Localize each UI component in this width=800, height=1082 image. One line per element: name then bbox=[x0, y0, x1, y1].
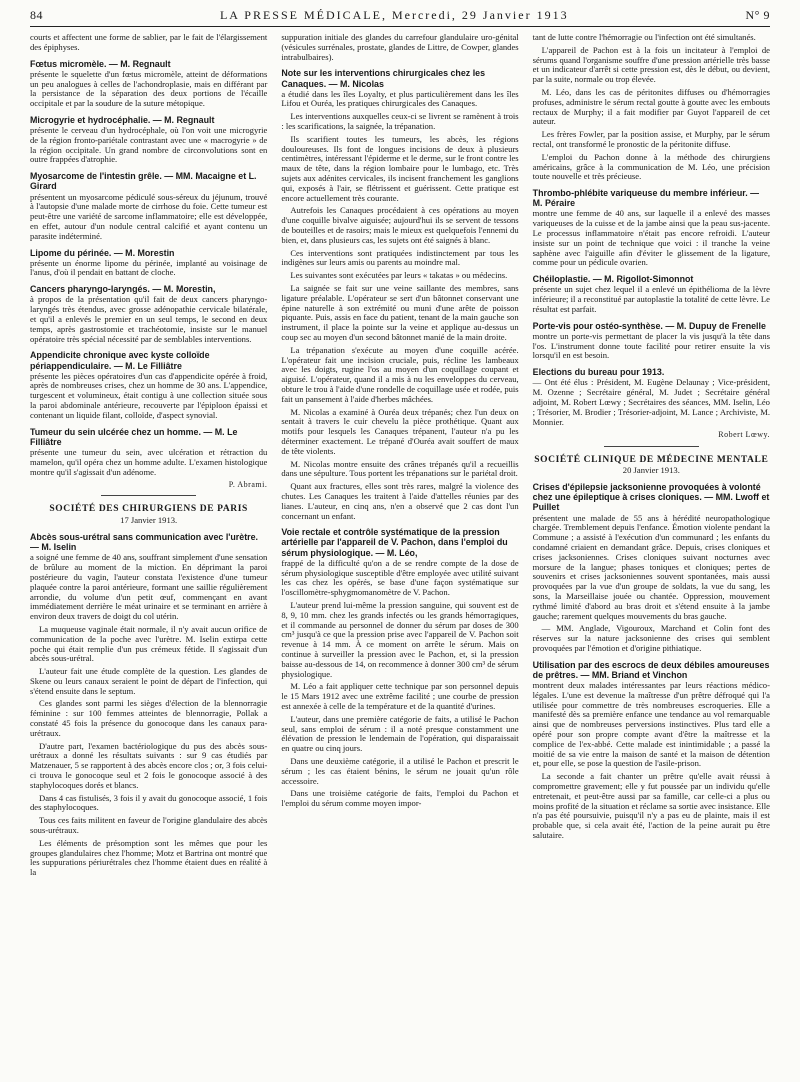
paragraph: courts et affectent une forme de sablier, par le fait de l'élargissement des épiphyses. bbox=[30, 33, 268, 52]
item-text: présente le cerveau d'un hydrocéphale, où l'on voit une microgyrie de la région fronto-pariétale contrastant avec une « macrogyrie » de la région occipitale. Un grand nombre de circonvolutions sont en outre frappées d'atrophie. bbox=[30, 125, 268, 165]
paragraph: Les suivantes sont exécutées par leurs « takatas » ou médecins. bbox=[290, 270, 508, 281]
item-title: Abcès sous-urétral sans communication avec l'urètre. — M. Iselin bbox=[30, 532, 259, 553]
divider bbox=[101, 495, 196, 496]
item-text: présente un énorme lipome du périnée, implanté au voisinage de l'anus, d'où il pendait en battant de cloche. bbox=[30, 257, 268, 278]
item-title: Crises d'épilepsie jacksonienne provoquées à volonté chez une épileptique à crises cloniques. — MM. Lwoff et Puillet bbox=[532, 482, 770, 513]
item-body bbox=[533, 33, 770, 182]
paragraph: Les éléments de présomption sont les mêmes que pour les groupes glandulaires chez l'homme; Motz et Bartrina ont montré que les suppurations périurétrales chez l'homme étaient dues en réalité à la bbox=[30, 837, 268, 878]
paragraph: D'autre part, l'examen bactériologique du pus des abcès sous-urétraux a donné les résultats suivants : sur 9 cas étudiés par Matzenauer, 5 se rapportent à des abcès encore clos ; or, 3 fois celui-ci trouva le gonocoque seul et 2 fois le gonocoque associé à des staphylocoques dorés et blancs. bbox=[30, 740, 268, 790]
journal-title: LA PRESSE MÉDICALE, Mercredi, 29 Janvier 1913 bbox=[219, 8, 569, 22]
paragraph: présentent une malade de 55 ans à hérédité neuropathologique chargée. Tremblement depuis l'enfance. Émotion violente pendant la Commune ; a assisté à l'exécution d'un communard ; les enfants du condamné criaient en demandant grâce. Depuis, crises cloniques et crises jacksoniennes. Crises cloniques suivant nocturnes avec morsure de la langue; phases toniques et cloniques; pertes de souvenirs et crises jacksoniennes souvent spontanées, mais aussi provoquées par la vue d'un groupe de soldats, la vue du sang, les sons, la Marseillaise jouée ou chantée. Oppression, mouvement rythmé limité d'abord au bras droit et s'étend ensuite à la jambe gauche; rarement quelques mouvements du bras gauche. bbox=[532, 512, 770, 621]
item-title: Microgyrie et hydrocéphalie. — M. Regnault bbox=[30, 114, 215, 125]
signature: P. Abrami. bbox=[228, 480, 268, 490]
item-title: Voie rectale et contrôle systématique de la pression artérielle par l'appareil de V. Pachon, dans l'emploi du sérum physiologique. — M. Léo, bbox=[281, 527, 508, 558]
paragraph: Autrefois les Canaques procédaient à ces opérations au moyen d'une coquille bivalve aiguisée; aujourd'hui ils se servent de tessons de bouteilles et de rasoirs; mais le mieux est quelquefois l'ennemi du bien, et, dans plusieurs cas, les sujets ont été saignés à blanc. bbox=[281, 205, 519, 245]
page-header bbox=[30, 8, 770, 27]
paragraph: L'auteur, dans une première catégorie de faits, a utilisé le Pachon seul, sans emploi de sérum : il a noté presque constamment une élévation de pression le lendemain de l'opération, qui disparaissait en quatre ou cinq jours. bbox=[281, 713, 519, 754]
paragraph: tant de lutte contre l'hémorragie ou l'infection ont été simultanés. bbox=[532, 33, 756, 42]
item-body bbox=[281, 90, 518, 522]
paragraph: M. Nicolas a examiné à Ouréa deux trépanés; chez l'un deux on sentait à travers le cuir chevelu la pièce prothétique. Quant aux motifs pour lesquels les Canaques trépanent, l'auteur n'a pu les déterminer exactement. Le trépané d'Ouréa avait souffert de maux de tête violents. bbox=[281, 406, 519, 456]
page-number: 84 bbox=[30, 8, 43, 22]
paragraph: Dans une troisième catégorie de faits, l'emploi du Pachon et l'emploi du sérum comme moyen impor- bbox=[281, 788, 519, 809]
item-body bbox=[281, 559, 518, 809]
item-text: présentent un myosarcome pédiculé sous-séreux du jéjunum, trouvé à l'autopsie d'une malade morte de cirrhose du foie. Cette tumeur est peut-être une variété de sarcome inflammatoire; elle est développée, en effet, autour d'un nodule central calcifié et ayant contenu un parasite indéterminé. bbox=[30, 191, 268, 241]
paragraph: La trépanation s'exécute au moyen d'une coquille acérée. L'opérateur fait une incision cruciale, puis, récline les lambeaux avec les doigts, rugine l'os au moyen d'un coquillage coupant et aiguisé. L'opérateur, quand il a mis à nu les enveloppes du cerveau, obture le trou à l'aide d'une rondelle de coquillage usée et rodée, puis fait un pansement à l'aide d'herbes mâchées. bbox=[281, 344, 519, 404]
paragraph: Dans 4 cas fistulisés, 3 fois il y avait du gonocoque associé, 1 fois des staphylocoques. bbox=[30, 792, 268, 813]
paragraph: La saignée se fait sur une veine saillante des membres, sans ligature préalable. L'opérateur se sert d'un bâtonnet conservant une épine naturelle à son extrémité ou muni d'une arête de poisson piquante. Puis, assis en face du patient, tenant de la main gauche son instrument, il place la pointe sur la veine et applique au-dessus un coup sec au moyen d'un second bâtonnet manié de la main droite. bbox=[281, 283, 519, 342]
item-body bbox=[281, 33, 518, 62]
item-title: Lipome du périnée. — M. Morestin bbox=[30, 247, 175, 258]
item-title: Elections du bureau pour 1913. bbox=[532, 367, 665, 378]
article-columns bbox=[30, 33, 770, 1073]
item-title: Cancers pharyngo-laryngés. — M. Morestin, bbox=[30, 284, 216, 295]
item-title: Note sur les interventions chirurgicales chez les Canaques. — M. Nicolas bbox=[281, 68, 486, 89]
paragraph: Ces interventions sont pratiquées indistinctement par tous les indigènes sur leurs amis ou parents au moindre mal. bbox=[281, 247, 519, 268]
item-title: Porte-vis pour ostéo-synthèse. — M. Dupuy de Frenelle bbox=[532, 320, 766, 331]
paragraph: M. Nicolas montre ensuite des crânes trépanés qu'il a recueillis dans une sépulture. Tous portent les trépanations sur le pariétal droit. bbox=[281, 458, 519, 479]
item-title: Tumeur du sein ulcérée chez un homme. — M. Le Filliâtre bbox=[30, 426, 238, 447]
paragraph: L'auteur fait une étude complète de la question. Les glandes de Skene ou leurs canaux seraient le point de départ de l'infection, qui s'étend ensuite dans le septum. bbox=[30, 666, 268, 696]
column-3 bbox=[533, 33, 770, 1073]
item-text: montre un porte-vis permettant de placer la vis jusqu'à la tête dans l'os. L'instrument donne toute facilité pour retirer ensuite la vis lorsqu'il en est besoin. bbox=[532, 330, 770, 361]
paragraph: Dans une deuxième catégorie, il a utilisé le Pachon et prescrit le sérum ; les cas étaient bénins, le sérum ne jouait qu'un rôle accessoire. bbox=[281, 755, 519, 786]
paragraph: L'appareil de Pachon est à la fois un incitateur à l'emploi de sérums quand l'organisme souffre d'une pression artérielle très basse et un indicateur d'arrêt si cette pression est, dès le début, ou devient, par la suite, normale ou trop élevée. bbox=[532, 44, 770, 85]
divider bbox=[604, 446, 699, 447]
item-text: présente le squelette d'un fœtus micromèle, atteint de déformations un peu analogues à celles de l'achondroplasie, mais en différant par la persistance de la séparation des deux portions de l'écaille occipitale et par la soudure de la suture métopique. bbox=[30, 68, 268, 109]
column-2 bbox=[281, 33, 518, 1073]
item-list bbox=[30, 59, 267, 478]
item-text: présente les pièces opératoires d'un cas d'appendicite opérée à froid, après de nombreuses crises, chez un homme de 30 ans. L'appendice, turgescent et volumineux, était contigu à une collection située sous la paroi abdominale antérieure, recouverte par l'épiploon épaissi et contenant un liquide filant, colloïde, d'aspect synovial. bbox=[30, 370, 268, 420]
item-text: présente une tumeur du sein, avec ulcération et rétraction du mamelon, qu'il opéra chez un homme adulte. L'examen histologique montre qu'il s'agissait d'un adénome. bbox=[30, 446, 268, 477]
paragraph: La seconde a fait chanter un prêtre qu'elle avait réussi à compromettre gravement; elle y fut poussée par un individu qu'elle entretenait, et peut-être aussi par sa famille, car celle-ci a plus ou moins profité de la situation et réclame sa sortie avec insistance. Elle n'a pas été poursuivie, puisqu'il n'y a pas eu de plainte, mais il est probable que, si cela avait été, l'action de la peine aurait pu être salutaire. bbox=[532, 771, 770, 840]
paragraph: Ils scarifient toutes les tumeurs, les abcès, les régions douloureuses. Ils font de longues incisions de deux à plusieurs centimètres, intéressant l'épiderme et le derme, sur le front contre les maux de tête, dans la région lombaire pour le lumbago, etc. Très sujets aux adénites cervicales, ils incisent franchement les ganglions qui, exposés à l'air, se flétrissent et guérissent. Cette pratique est encore actuellement très courante. bbox=[281, 133, 519, 203]
paragraph: montrent deux malades intéressantes par leurs réactions médico-légales. L'une est devenue la maîtresse d'un prêtre défroqué qui l'a utilisée pour commettre de très nombreuses escroqueries. Elle a manifesté dès sa première enfance une tendance au vol remarquable ainsi que de nombreuses perversions instinctives. Plus tard elle a opéré pour son propre compte avant d'être la maîtresse et la complice de l'ex-abbé. Cette malade est inintimidable ; a passé la moitié de sa vie entre la maison de santé et la maison de détention et, pour elle, se pose la question de l'asile-prison. bbox=[532, 680, 770, 769]
item-title: Fœtus micromèle. — M. Regnault bbox=[30, 58, 171, 69]
column-1 bbox=[30, 33, 267, 1073]
item-title: Appendicite chronique avec kyste colloïde périappendiculaire. — M. Le Filliâtre bbox=[30, 350, 210, 371]
paragraph: a soigné une femme de 40 ans, souffrant simplement d'une sensation de brûlure au moment de la miction. En déprimant la paroi postérieure du vagin, l'auteur constata l'existence d'une tumeur plaquée contre la paroi antérieure, formant une saillie régulièrement arrondie, du volume d'un petit œuf, commençant en avant immédiatement derrière le méat urinaire et se terminant en arrière à environ deux travers de doigt du col utérin. bbox=[30, 552, 268, 622]
item-title: Chéiloplastie. — M. Rigollot-Simonnot bbox=[532, 274, 694, 285]
item-body bbox=[533, 681, 770, 841]
paragraph: frappé de la difficulté qu'on a de se rendre compte de la dose de sérum physiologique susceptible d'être employée avec utilité suivant les cas chez les opérés, se base d'une façon systématique sur l'oscillomètre-sphygmomanomètre de V. Pachon. bbox=[281, 557, 519, 598]
paragraph: Les interventions auxquelles ceux-ci se livrent se ramènent à trois : les scarifications, la saignée, la trépanation. bbox=[281, 111, 519, 132]
item-body bbox=[30, 553, 267, 878]
paragraph: L'emploi du Pachon donne à la méthode des chirurgiens américains, grâce à la communication de M. Léo, une précision toute nouvelle et très précieuse. bbox=[532, 151, 770, 182]
item-title: Thrombo-phlébite variqueuse du membre inférieur. — M. Péraire bbox=[532, 188, 760, 209]
paragraph: Les frères Fowler, par la position assise, et Murphy, par le sérum rectal, ont transformé le pronostic de la péritonite diffuse. bbox=[532, 129, 770, 149]
item-text: présente un sujet chez lequel il a enlevé un épithélioma de la lèvre inférieure; il a reconstitué par autoplastie la totalité de cette lèvre. Le résultat est parfait. bbox=[532, 284, 770, 314]
item-text: — Ont été élus : Président, M. Eugène Delaunay ; Vice-président, M. Ozenne ; Secrétaire général, M. Judet ; Secrétaire général adjoint, M. Robert Lœwy ; Secrétaires des séances, MM. Iselin, Léo ; Trésorier, M. Brodier ; Trésorier-adjoint, M. Lance ; Archiviste, M. Monnier. bbox=[532, 377, 770, 427]
paragraph: Quant aux fractures, elles sont très rares, malgré la violence des chutes. Les Canaques les traitent à l'aide d'attelles réunies par des lianes. L'auteur, en cinq ans, n'en a observé que 2 cas dont l'un concernant un enfant. bbox=[281, 481, 519, 521]
paragraph: Ces glandes sont parmi les sièges d'élection de la blennorragie féminine : sur 100 femmes atteintes de blennorragie, Pollak a constaté 45 fois la présence du gonocoque dans les canaux para-urétraux. bbox=[30, 698, 268, 738]
issue-number: N° 9 bbox=[745, 8, 770, 22]
signature: Robert Lœwy. bbox=[718, 430, 770, 440]
item-text: à propos de la présentation qu'il fait de deux cancers pharyngo-laryngés très étendus, avec grosse adénopathie cervicale bilatérale, et qu'il a enlevés le premier en un seul temps, le second en deux temps, après gastrostomie et trachéotomie, insiste sur le manuel opératoire très spécial nécessité par de semblables interventions. bbox=[30, 294, 268, 344]
paragraph: Tous ces faits militent en faveur de l'origine glandulaire des abcès sous-urétraux. bbox=[30, 815, 268, 836]
item-title: Myosarcome de l'intestin grêle. — MM. Macaigne et L. Girard bbox=[30, 171, 257, 192]
society-date: 20 Janvier 1913. bbox=[622, 465, 680, 476]
society-title: SOCIÉTÉ DES CHIRURGIENS DE PARIS bbox=[49, 504, 248, 515]
paragraph: L'auteur prend lui-même la pression sanguine, qui souvent est de 8, 9, 10 mm. chez les grands infectés ou les grands hémorragiques, et il commande au personnel de donner du sérum par doses de 300 cm³ jusqu'à ce que la pression prise avec l'appareil de V. Pachon soit revenue à 14 mm. À ce moment on arrête le sérum. Mais on continue à surveiller la pression avec le Pachon, et, si la pression baisse au-dessous de 14, on recommence à donner 300 cm³ de sérum physiologique. bbox=[281, 599, 519, 679]
paragraph: M. Léo, dans les cas de péritonites diffuses ou d'hémorragies profuses, administre le sérum rectal goutte à goutte avec les embouts rectaux de Murphy; il a fait modifier par Guyot l'appareil de cet auteur. bbox=[532, 86, 770, 127]
paragraph: a étudié dans les îles Loyalty, et plus particulièrement dans les îles Lifou et Ouréa, les pratiques chirurgicales des Canaques. bbox=[281, 88, 519, 109]
society-title: SOCIÉTÉ CLINIQUE DE MÉDECINE MENTALE bbox=[534, 454, 769, 465]
item-title: Utilisation par des escrocs de deux débiles amoureuses de prêtres. — MM. Briand et Vinchon bbox=[532, 659, 770, 680]
paragraph: M. Léo a fait appliquer cette technique par son personnel depuis le 15 Mars 1912 avec une extrême facilité ; une courbe de pression est annexée à celle de la température et de la quantité d'urines. bbox=[281, 681, 519, 711]
society-date: 17 Janvier 1913. bbox=[120, 515, 178, 526]
paragraph: suppuration initiale des glandes du carrefour glandulaire uro-génital (vésicules surrénales, prostate, glandes de Littre, de Cowper, glandes intrabulbaires). bbox=[281, 33, 519, 62]
paragraph: — MM. Anglade, Vigouroux, Marchand et Colin font des réserves sur la nature jacksonienne des crises qui semblent provoquées par l'émotion et d'origine pithiatique. bbox=[532, 623, 770, 653]
item-list bbox=[533, 188, 770, 427]
item-body bbox=[533, 514, 770, 654]
item-text: montre une femme de 40 ans, sur laquelle il a enlevé des masses variqueuses de la cuisse et de la jambe ainsi que la peau sus-jacente. Le processus inflammatoire n'était pas encore refroidi. L'auteur insiste sur un point de technique que voici : il tranche la veine saphène avec l'aiguille afin d'éviter le glissement de la ligature, comme pour un pédicule ovarien. bbox=[532, 208, 770, 268]
paragraph: La muqueuse vaginale était normale, il n'y avait aucun orifice de communication de la poche avec l'urètre. M. Iselin extirpa cette poche qui était remplie d'un pus crémeux fétide. Il s'agissait d'un abcès sous-urétral. bbox=[30, 623, 268, 664]
